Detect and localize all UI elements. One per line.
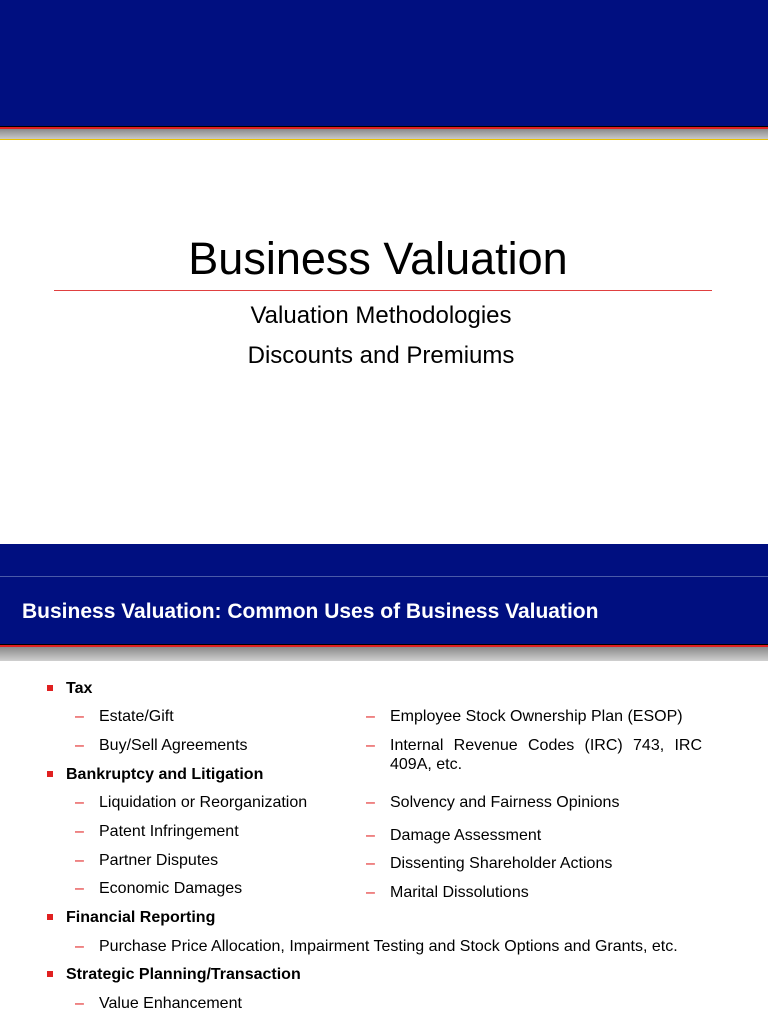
dash-icon: – <box>366 794 375 811</box>
category-strategic: Strategic Planning/Transaction <box>66 966 301 983</box>
dash-icon: – <box>75 880 84 897</box>
item-damage: Damage Assessment <box>390 827 542 844</box>
dash-icon: – <box>366 737 375 754</box>
bullet-square-icon <box>47 914 53 920</box>
item-value: Value Enhancement <box>99 995 242 1012</box>
slide-title: Business Valuation <box>188 233 568 284</box>
category-financial: Financial Reporting <box>66 909 216 926</box>
bullet-square-icon <box>47 771 53 777</box>
dash-icon: – <box>75 938 84 955</box>
slide2-heading: Business Valuation: Common Uses of Business Valuation <box>22 600 599 623</box>
item-ppa: Purchase Price Allocation, Impairment Testing and Stock Options and Grants, etc. <box>99 938 678 955</box>
category-tax: Tax <box>66 680 93 697</box>
dash-icon: – <box>75 995 84 1012</box>
title-banner <box>0 0 768 127</box>
item-economic: Economic Damages <box>99 880 243 897</box>
category-bankruptcy: Bankruptcy and Litigation <box>66 766 264 783</box>
subtitle-discounts: Discounts and Premiums <box>247 342 515 369</box>
dash-icon: – <box>75 823 84 840</box>
slide2-header-bar <box>0 576 768 645</box>
item-solvency: Solvency and Fairness Opinions <box>390 794 620 811</box>
dash-icon: – <box>75 737 84 754</box>
item-patent: Patent Infringement <box>99 823 239 840</box>
item-dissenting: Dissenting Shareholder Actions <box>390 855 613 872</box>
banner-gray-stripe <box>0 129 768 140</box>
bullet-square-icon <box>47 971 53 977</box>
dash-icon: – <box>75 794 84 811</box>
dash-icon: – <box>366 827 375 844</box>
item-buy-sell: Buy/Sell Agreements <box>99 737 248 754</box>
item-irc: Internal Revenue Codes (IRC) 743, IRC 409A, etc. <box>390 737 702 773</box>
item-estate-gift: Estate/Gift <box>99 708 174 725</box>
title-divider <box>54 290 712 291</box>
dash-icon: – <box>75 852 84 869</box>
item-esop: Employee Stock Ownership Plan (ESOP) <box>390 708 683 725</box>
dash-icon: – <box>366 708 375 725</box>
dash-icon: – <box>75 708 84 725</box>
dash-icon: – <box>366 884 375 901</box>
dash-icon: – <box>366 855 375 872</box>
bullet-square-icon <box>47 685 53 691</box>
subtitle-methodologies: Valuation Methodologies <box>250 302 512 329</box>
item-liquidation: Liquidation or Reorganization <box>99 794 308 811</box>
header-gray-stripe <box>0 647 768 661</box>
item-partner: Partner Disputes <box>99 852 219 869</box>
item-marital: Marital Dissolutions <box>390 884 529 901</box>
slide2-top-band <box>0 544 768 576</box>
